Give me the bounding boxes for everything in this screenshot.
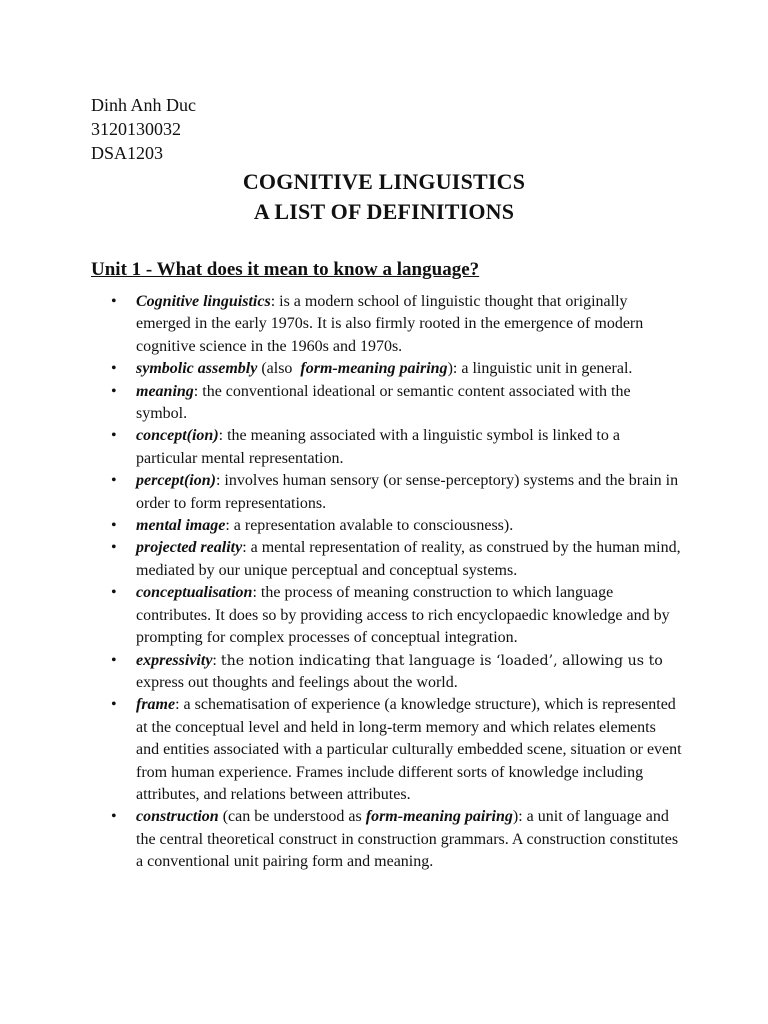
- bullet-icon: •: [111, 696, 117, 714]
- definition-item: [0, 694, 768, 806]
- bullet-icon: •: [111, 293, 117, 310]
- definition-text: ): a linguistic unit in general.: [447, 360, 633, 378]
- definition-item: [0, 381, 768, 426]
- bullet-icon: •: [111, 472, 117, 490]
- definition-item: [0, 537, 768, 582]
- definition-term: projected reality: [136, 539, 243, 557]
- definition-term: symbolic assembly: [136, 360, 258, 378]
- definition-item: [0, 425, 768, 470]
- definition-item: [0, 582, 768, 649]
- author-name: Dinh Anh Duc: [91, 95, 196, 115]
- student-id: 3120130032: [91, 119, 181, 139]
- definition-text: : the meaning associated with a linguistic symbol is linked to a particular mental representation.: [136, 427, 620, 467]
- definition-text: : a representation avalable to consciousness).: [225, 517, 514, 535]
- definition-text: (can be understood as: [218, 808, 366, 826]
- definition-item: [0, 515, 768, 537]
- bullet-icon: •: [111, 427, 117, 445]
- bullet-icon: •: [111, 517, 117, 535]
- title-line-2: A LIST OF DEFINITIONS: [253, 199, 515, 224]
- definition-item: [0, 806, 768, 873]
- definition-term: construction: [136, 808, 219, 826]
- definition-term: percept(ion): [136, 472, 216, 490]
- class-code: DSA1203: [91, 143, 164, 163]
- definition-text: express out thoughts and feelings about the world.: [136, 673, 458, 691]
- definition-text: : involves human sensory (or sense-perceptory) systems and the brain in order to form representations.: [136, 472, 679, 512]
- definition-term-secondary: form-meaning pairing: [365, 808, 513, 826]
- definition-term-secondary: form-meaning pairing: [300, 360, 448, 378]
- definition-text: :: [212, 651, 221, 669]
- document-title: [0, 167, 768, 227]
- definition-term: expressivity: [136, 651, 213, 669]
- definition-item: [0, 358, 768, 380]
- definition-text: ): a unit of language and the central theoretical construct in construction grammars. A construction constitutes a conventional unit pairing form and meaning.: [136, 808, 679, 871]
- definition-list: [0, 291, 768, 874]
- definition-item: [0, 291, 768, 358]
- definition-text: : the process of meaning construction to which language contributes. It does so by providing access to rich encyclopaedic knowledge and by prompting for complex processes of conceptual integration.: [136, 584, 670, 647]
- definition-term: Cognitive linguistics: [136, 293, 271, 310]
- definition-text: : the conventional ideational or semantic content associated with the symbol.: [136, 382, 631, 423]
- definition-text: : a mental representation of reality, as construed by the human mind, mediated by our unique perceptual and conceptual systems.: [136, 539, 681, 579]
- title-line-1: COGNITIVE LINGUISTICS: [242, 169, 526, 194]
- definition-item: [0, 470, 768, 515]
- definition-text: : a schematisation of experience (a knowledge structure), which is represented at the conceptual level and held in long-term memory and which relates elements and entities associated with a particular culturally embedded scene, situation or event from human experience. Frames include different sorts of knowledge including attributes, and relations between attributes.: [136, 696, 682, 803]
- definition-item: [0, 650, 768, 695]
- definition-text: : is a modern school of linguistic thought that originally emerged in the early 1970s. It is also firmly rooted in the emergence of modern cognitive science in the 1960s and 1970s.: [136, 293, 644, 355]
- bullet-icon: •: [111, 808, 117, 826]
- bullet-icon: •: [111, 360, 117, 378]
- bullet-icon: •: [111, 584, 117, 602]
- bullet-icon: •: [111, 539, 117, 557]
- definition-term: mental image: [136, 517, 226, 535]
- definition-term: meaning: [136, 382, 194, 400]
- definition-text: (also: [257, 360, 301, 378]
- bullet-icon: •: [111, 651, 117, 669]
- author-block: [91, 93, 196, 165]
- definition-term: concept(ion): [136, 427, 219, 445]
- definition-text-alt-font: the notion indicating that language is ‘loaded’, allowing us to: [220, 652, 663, 669]
- bullet-icon: •: [111, 382, 117, 400]
- unit-heading: Unit 1 - What does it mean to know a language?: [91, 259, 480, 280]
- definition-term: conceptualisation: [136, 584, 253, 602]
- definition-term: frame: [136, 696, 176, 714]
